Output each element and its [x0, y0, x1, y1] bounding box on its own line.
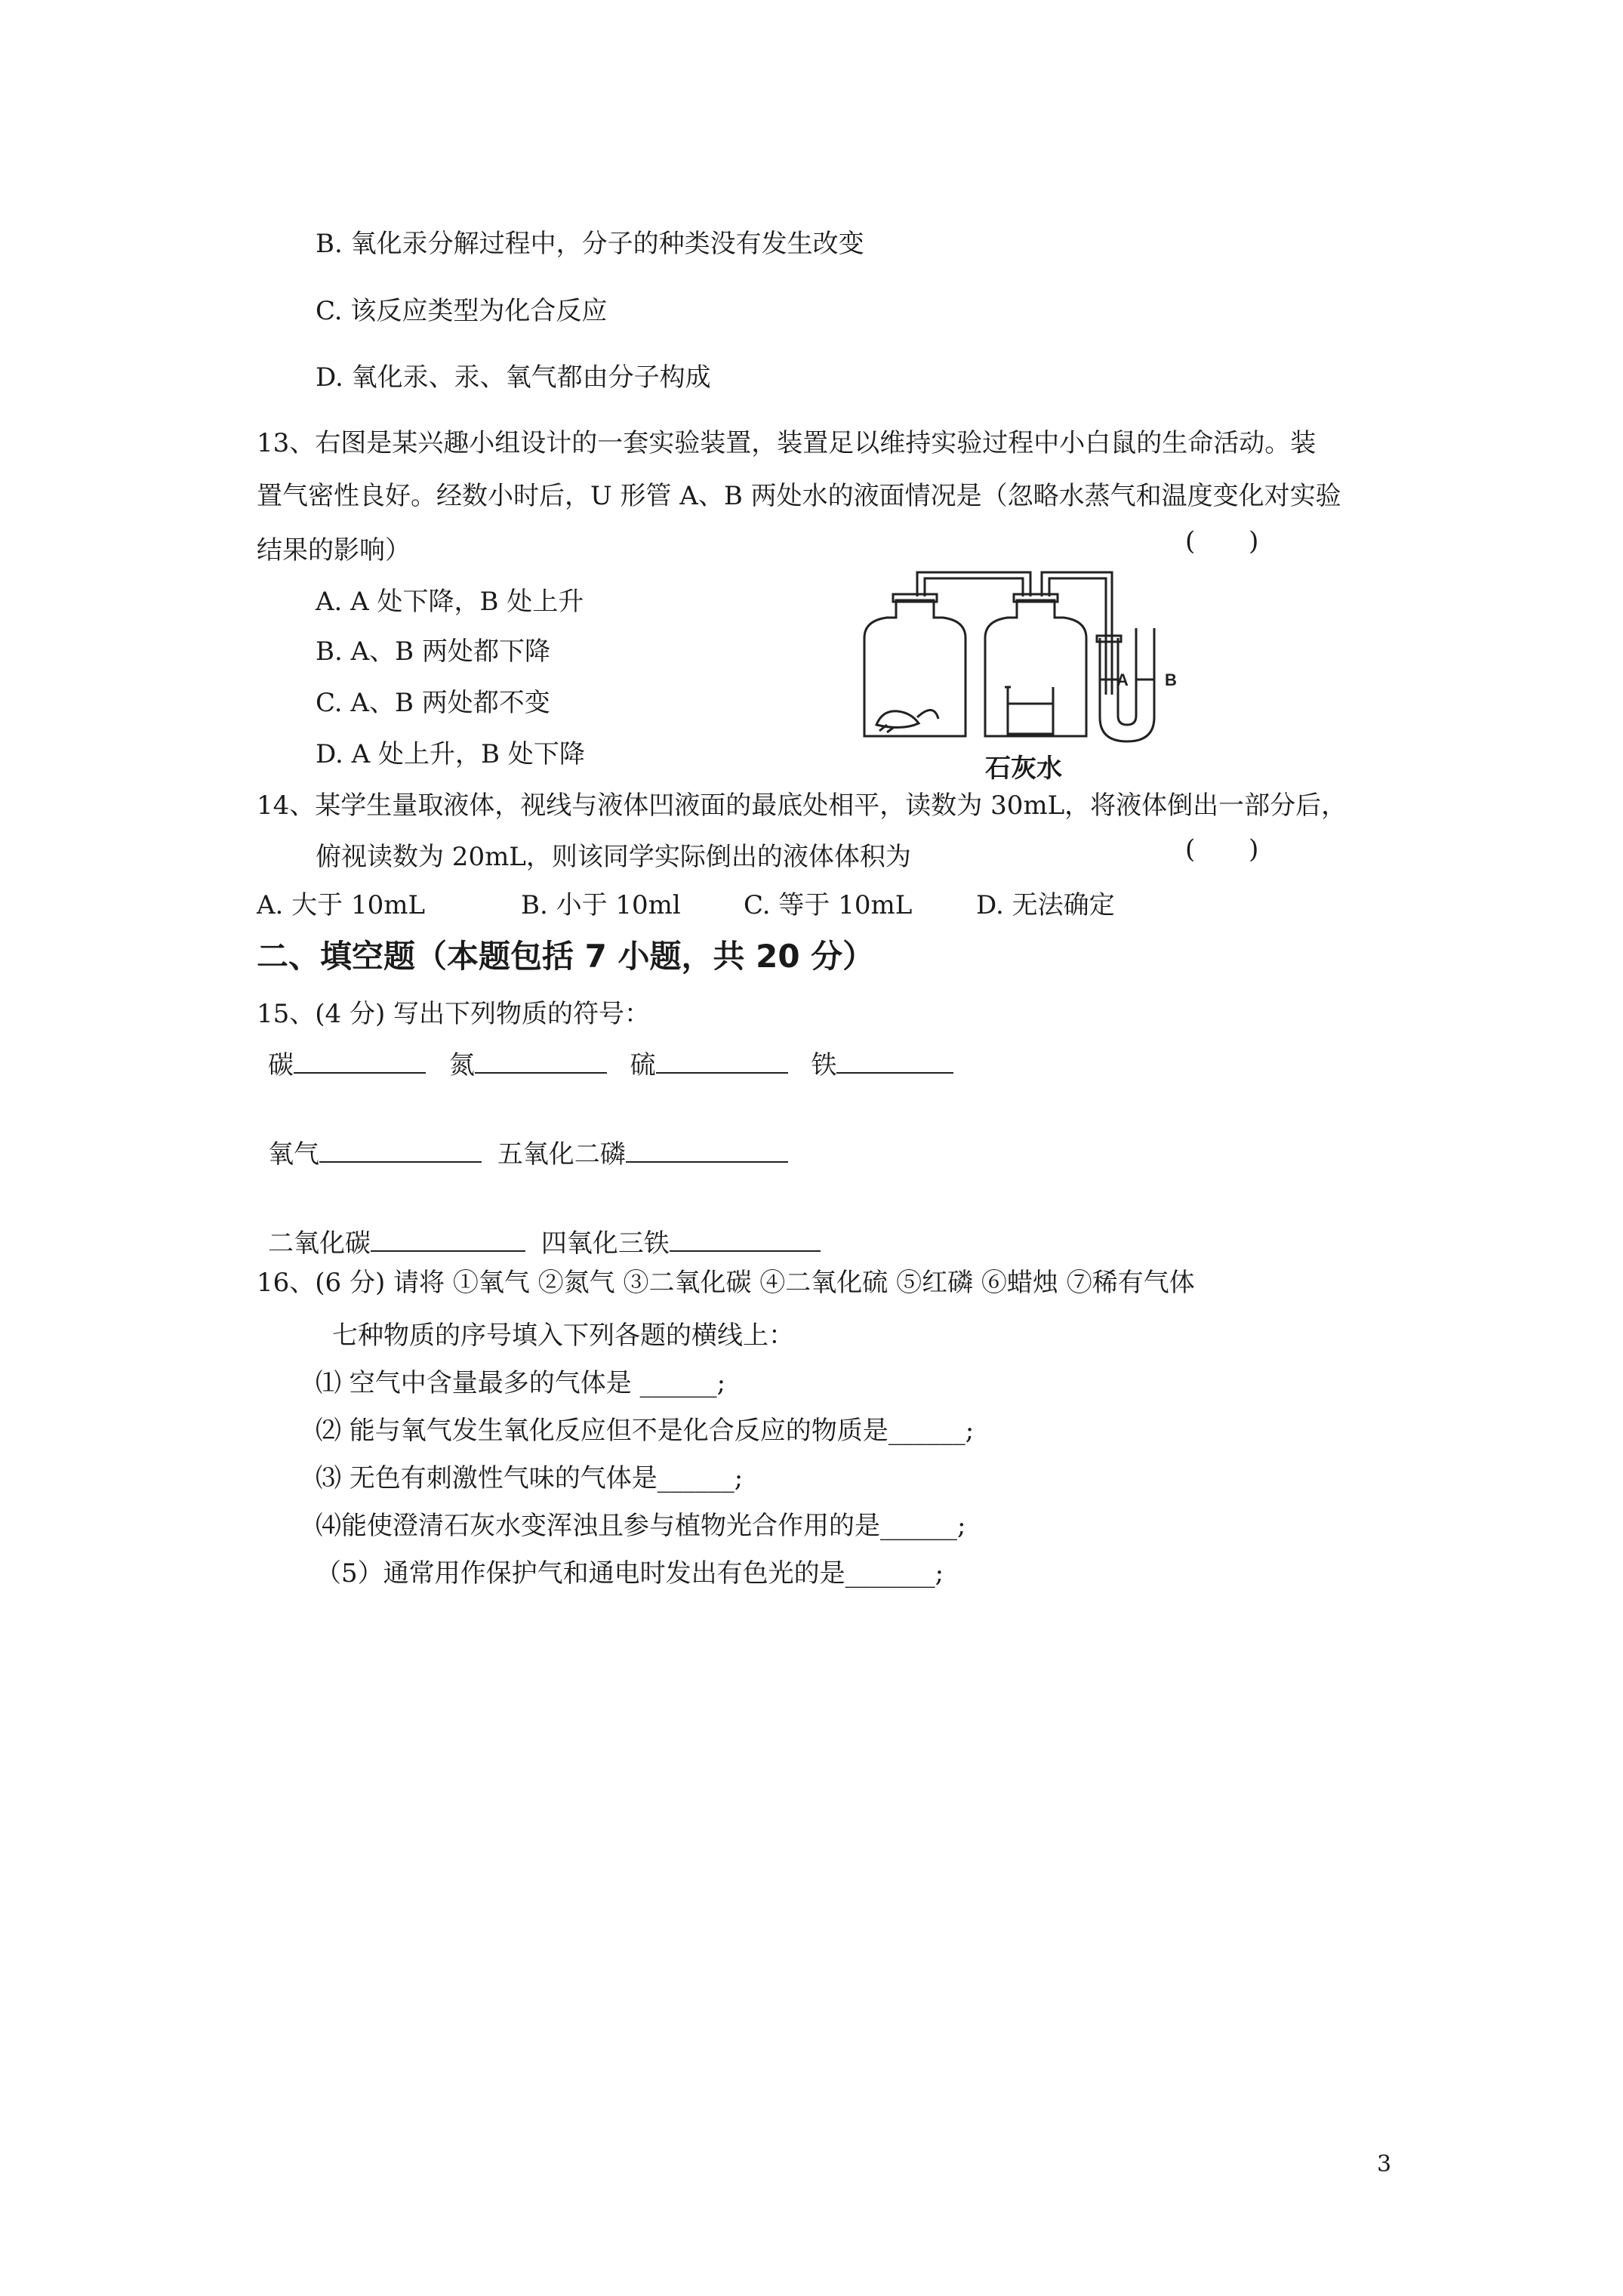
q15-blank-carbon[interactable]	[294, 1049, 426, 1074]
q16-item-2: ⑵ 能与氧气发生氧化反应但不是化合反应的物质是______;	[316, 1416, 975, 1446]
q15-item-carbon-dioxide: 二氧化碳	[268, 1228, 371, 1259]
q15-item-carbon: 碳	[268, 1050, 294, 1080]
q16-intro: 16、(6 分) 请将 ①氧气 ②氮气 ③二氧化碳 ④二氧化硫 ⑤红磷 ⑥蜡烛 ⑦稀有气体	[257, 1268, 1195, 1298]
q15-blank-sulfur[interactable]	[656, 1049, 788, 1074]
q15-blank-oxygen[interactable]	[319, 1139, 482, 1163]
q15-blank-phosphorus-pentoxide[interactable]	[626, 1139, 788, 1163]
q15-item-phosphorus-pentoxide: 五氧化二磷	[497, 1139, 626, 1170]
q16-item-4: ⑷能使澄清石灰水变浑浊且参与植物光合作用的是______;	[316, 1511, 966, 1541]
q16-intro-line2: 七种物质的序号填入下列各题的横线上：	[332, 1321, 794, 1351]
q12-option-c: C. 该反应类型为化合反应	[316, 296, 608, 326]
u-tube-label-b: B	[1165, 670, 1177, 689]
q15-blank-nitrogen[interactable]	[475, 1049, 607, 1074]
page-number: 3	[1377, 2151, 1392, 2177]
q15-row2	[268, 1139, 788, 1170]
q16-item-3: ⑶ 无色有刺激性气味的气体是______;	[316, 1463, 744, 1493]
q15-item-nitrogen: 氮	[448, 1050, 475, 1080]
q13-stem-line3: 结果的影响）	[257, 535, 411, 566]
q16-item-1: ⑴ 空气中含量最多的气体是 ______;	[316, 1368, 726, 1398]
q14-option-d: D. 无法确定	[976, 890, 1115, 920]
q12-option-d: D. 氧化汞、汞、氧气都由分子构成	[316, 362, 711, 393]
apparatus-caption: 石灰水	[985, 754, 1062, 784]
q14-stem-line1: 14、某学生量取液体，视线与液体凹液面的最底处相平，读数为 30mL，将液体倒出一部分后，	[257, 791, 1347, 821]
q15-item-oxygen: 氧气	[268, 1139, 319, 1170]
q15-row3	[268, 1228, 821, 1259]
q15-blank-iron[interactable]	[836, 1049, 953, 1074]
q15-intro: 15、(4 分) 写出下列物质的符号：	[257, 999, 651, 1029]
q16-item-5: （5）通常用作保护气和通电时发出有色光的是_______;	[316, 1558, 944, 1589]
q13-option-d: D. A 处上升，B 处下降	[316, 739, 585, 769]
q15-row1	[268, 1049, 953, 1078]
q15-item-iron-oxide: 四氧化三铁	[540, 1228, 670, 1259]
q14-option-a: A. 大于 10mL	[257, 890, 426, 920]
q13-answer-parentheses: ( )	[1185, 526, 1282, 556]
q13-option-a: A. A 处下降，B 处上升	[316, 587, 584, 617]
q14-answer-parentheses: ( )	[1185, 834, 1282, 864]
experiment-apparatus-figure	[849, 566, 1212, 747]
q13-stem-line1: 13、右图是某兴趣小组设计的一套实验装置，装置足以维持实验过程中小白鼠的生命活动。装	[257, 428, 1317, 458]
q15-item-iron: 铁	[811, 1050, 837, 1080]
q13-option-c: C. A、B 两处都不变	[316, 688, 550, 718]
q14-option-b: B. 小于 10ml	[521, 890, 681, 920]
q15-blank-iron-oxide[interactable]	[670, 1228, 821, 1252]
q14-option-c: C. 等于 10mL	[744, 890, 913, 920]
q14-stem-line2: 俯视读数为 20mL，则该同学实际倒出的液体体积为	[316, 842, 911, 872]
u-tube-label-a: A	[1116, 670, 1129, 689]
q13-option-b: B. A、B 两处都下降	[316, 636, 550, 667]
section-title: 二、填空题（本题包括 7 小题，共 20 分）	[257, 938, 875, 975]
q15-blank-carbon-dioxide[interactable]	[371, 1228, 525, 1252]
q12-option-b: B. 氧化汞分解过程中，分子的种类没有发生改变	[316, 229, 864, 259]
q13-stem-line2: 置气密性良好。经数小时后，U 形管 A、B 两处水的液面情况是（忽略水蒸气和温度变化对实验	[257, 481, 1341, 511]
q15-item-sulfur: 硫	[630, 1050, 656, 1080]
